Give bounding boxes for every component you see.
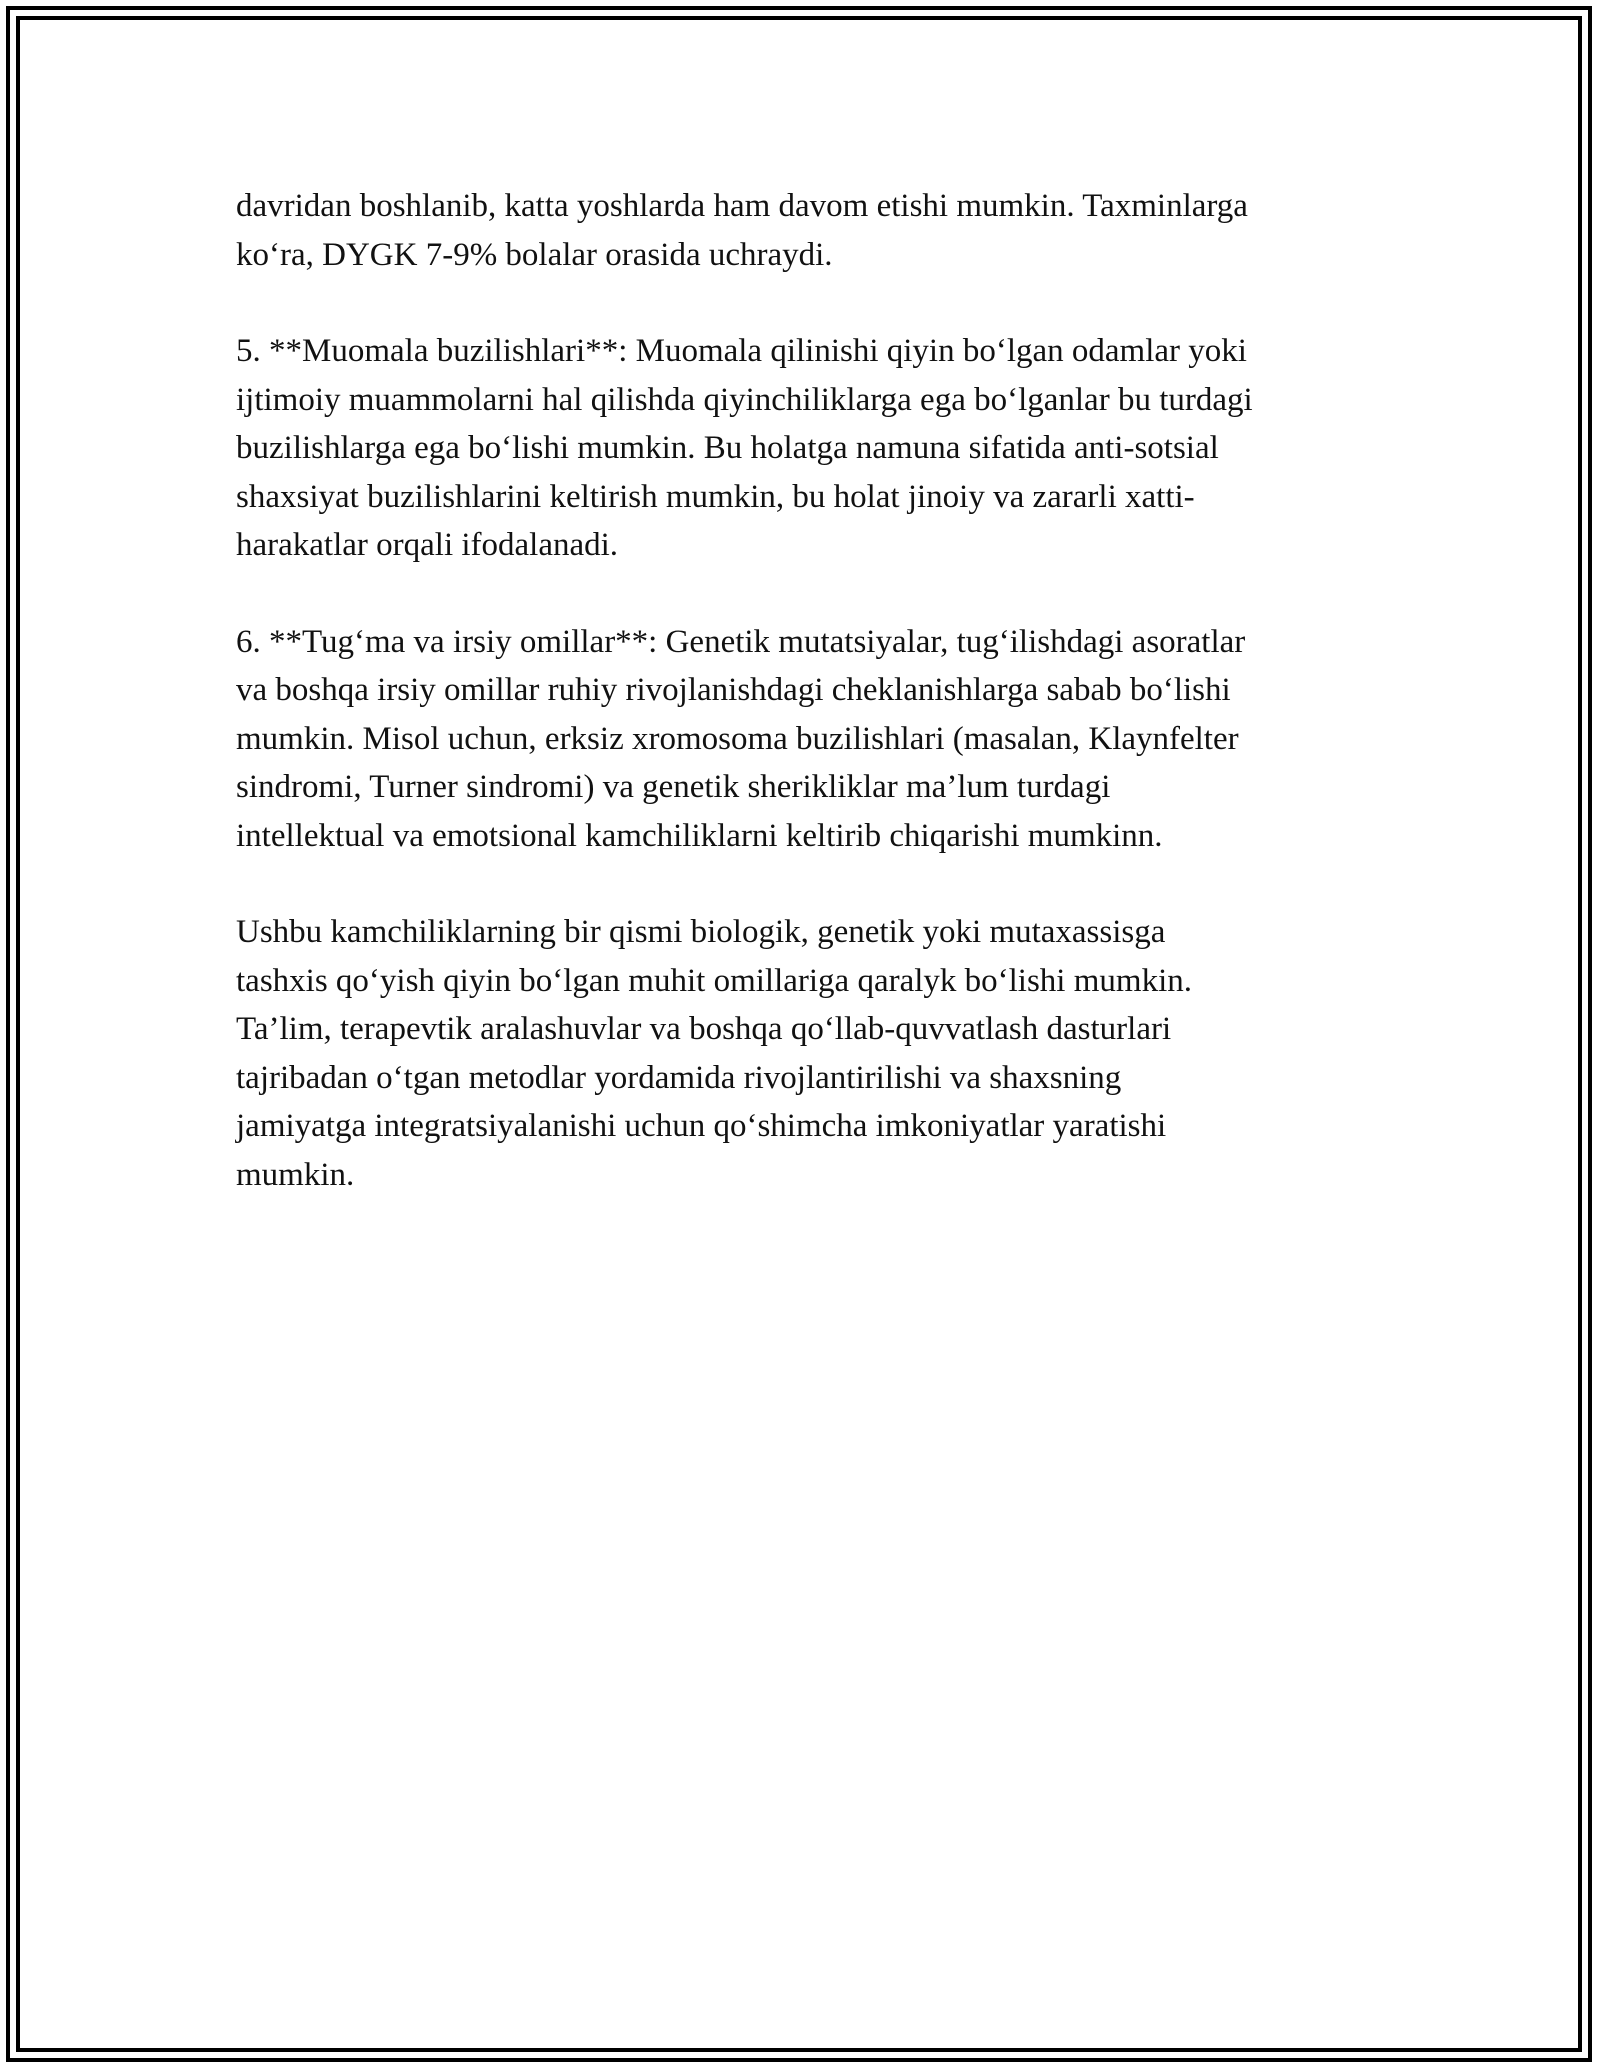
paragraph-communication-disorders: 5. **Muomala buzilishlari**: Muomala qilinishi qiyin bo‘lgan odamlar yoki ijtimoiy muammolarni hal qilishda qiyinchiliklarga ega bo‘lganlar bu turdagi buzilishlarga ega bo‘lishi mumkin. Bu holatga namuna sifatida anti-sotsial shaxsiyat buzilishlarini keltirish mumkin, bu holat jinoiy va zararli xatti- harakatlar orqali ifodalanadi. [236,333,1253,563]
paragraph-conclusion: Ushbu kamchiliklarning bir qismi biologik, genetik yoki mutaxassisga tashxis qo‘yish qiyin bo‘lgan muhit omillariga qaralyk bo‘lishi mumkin. Ta’lim, terapevtik aralashuvlar va boshqa qo‘llab-quvvatlash dasturlari tajribadan o‘tgan metodlar yordamida rivojlantirilishi va shaxsning jamiyatga integratsiyalanishi uchun qo‘shimcha imkoniyatlar yaratishi mumkin. [236,914,1192,1193]
paragraph-congenital-factors: 6. **Tug‘ma va irsiy omillar**: Genetik mutatsiyalar, tug‘ilishdagi asoratlar va boshqa irsiy omillar ruhiy rivojlanishdagi cheklanishlarga sabab bo‘lishi mumkin. Misol uchun, erksiz xromosoma buzilishlari (masalan, Klaynfelter sindromi, Turner sindromi) va genetik sherikliklar ma’lum turdagi intellektual va emotsional kamchiliklarni keltirib chiqarishi mumkinn. [236,623,1246,854]
paragraph-continuation: davridan boshlanib, katta yoshlarda ham davom etishi mumkin. Taxminlarga ko‘ra, DYGK 7-9% bolalar orasida uchraydi. [236,188,1248,273]
document-body [236,182,1376,1247]
